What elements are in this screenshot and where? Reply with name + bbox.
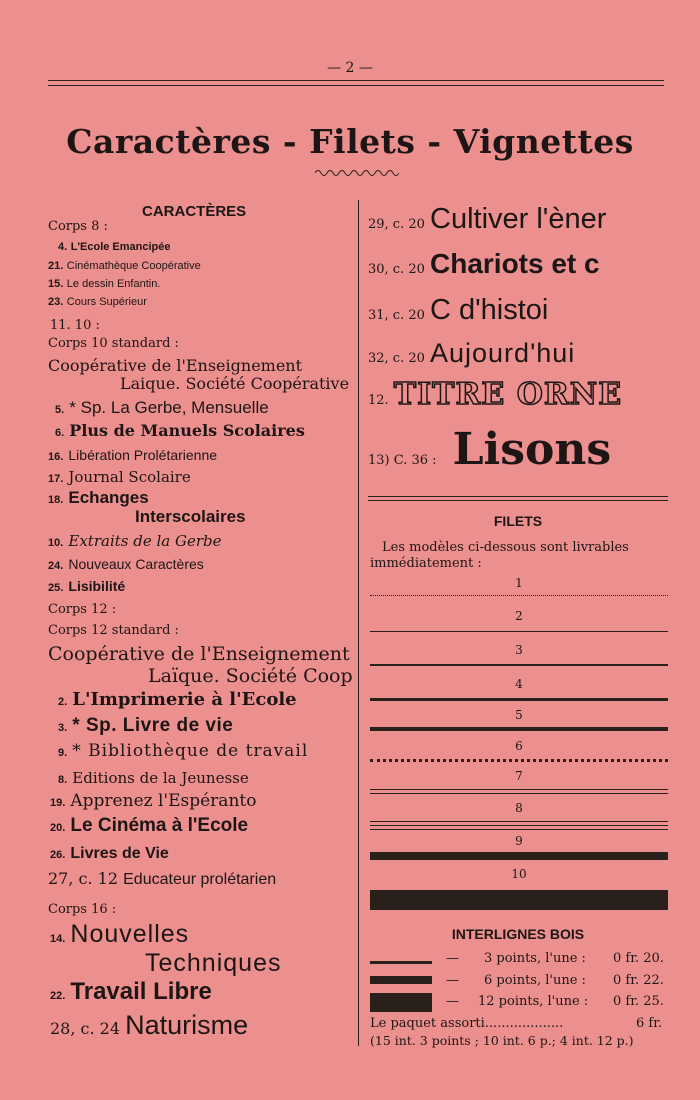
- filet-4: [370, 698, 668, 701]
- page-number: — 2 —: [327, 60, 373, 76]
- list-item-continuation: Interscolaires: [135, 507, 246, 526]
- list-item: 14. Nouvelles: [50, 920, 190, 948]
- filet-number: 10: [511, 867, 527, 881]
- list-item: 3. * Sp. Livre de vie: [58, 715, 234, 736]
- sample-row: 31, c. 20 C d'histoi: [368, 294, 549, 326]
- squiggle-ornament: [315, 168, 399, 178]
- filets-intro-1: Les modèles ci-dessous sont livrables: [382, 540, 629, 555]
- list-item: 4. L'Ecole Emancipée: [58, 241, 171, 253]
- list-item: 15. Le dessin Enfantin.: [48, 278, 161, 290]
- list-item: 18. Echanges: [48, 488, 149, 507]
- corps12-label: Corps 12 :: [48, 602, 117, 617]
- interligne-price: 0 fr. 22.: [613, 973, 664, 988]
- top-rule-2: [48, 85, 664, 86]
- corps12std-label: Corps 12 standard :: [48, 623, 179, 638]
- interligne-price: 0 fr. 25.: [613, 994, 664, 1009]
- list-item: 8. Editions de la Jeunesse: [58, 769, 249, 787]
- list-item: 19. Apprenez l'Espéranto: [50, 791, 257, 811]
- top-rule-1: [48, 80, 664, 81]
- std12-line2: Laïque. Société Coop: [148, 665, 353, 687]
- paquet-detail: (15 int. 3 points ; 10 int. 6 p.; 4 int. 12 p.): [370, 1033, 634, 1048]
- list-item: 26. Livres de Vie: [50, 845, 169, 862]
- filets-intro-2: immédiatement :: [370, 556, 482, 571]
- std10-line2: Laique. Société Coopérative: [120, 374, 350, 393]
- list-item: 24. Nouveaux Caractères: [48, 556, 204, 572]
- filet-8c: [370, 829, 668, 830]
- column-divider: [358, 200, 359, 1046]
- std12-line1: Coopérative de l'Enseignement: [48, 643, 350, 665]
- interligne-dash: —: [446, 951, 459, 966]
- filet-7b: [370, 793, 668, 794]
- sample-row: 13) C. 36 : Lisons: [368, 424, 612, 475]
- section-rule: [368, 496, 668, 497]
- filet-10: [370, 890, 668, 910]
- sample-row: 32, c. 20 Aujourd'hui: [368, 338, 576, 368]
- list-item: 9. * Bibliothèque de travail: [58, 741, 309, 761]
- list-item: 6. Plus de Manuels Scolaires: [55, 421, 305, 440]
- sample-row: 29, c. 20 Cultiver l'èner: [368, 203, 607, 235]
- filet-3: [370, 664, 668, 666]
- filet-8a: [370, 821, 668, 822]
- filet-number: 4: [515, 677, 523, 691]
- list-item: 17. Journal Scolaire: [48, 468, 191, 486]
- filet-7a: [370, 789, 668, 790]
- interligne-6pt-sample: [370, 976, 432, 984]
- sample-row: 12. TITRE ORNE: [368, 377, 623, 412]
- list-item: 25. Lisibilité: [48, 578, 126, 594]
- filet-number: 3: [515, 643, 523, 657]
- paquet-label: Le paquet assorti...................: [370, 1016, 564, 1031]
- filet-6: [370, 759, 668, 762]
- corps16-label: Corps 16 :: [48, 902, 117, 917]
- list-item: 27, c. 12 Educateur prolétarien: [48, 869, 277, 888]
- list-item: 22. Travail Libre: [50, 978, 212, 1005]
- filet-1: [370, 595, 668, 596]
- list-item: 16. Libération Prolétarienne: [48, 447, 218, 463]
- interligne-12pt-sample: [370, 993, 432, 1012]
- sample-row: 30, c. 20 Chariots et c: [368, 248, 600, 279]
- caracteres-heading: CARACTÈRES: [142, 203, 247, 220]
- filet-number: 8: [515, 801, 523, 815]
- item10-label: 11. 10 :: [50, 318, 100, 333]
- interligne-price: 0 fr. 20.: [613, 951, 664, 966]
- interligne-3pt-sample: [370, 961, 432, 964]
- list-item: 28, c. 24 Naturisme: [50, 1010, 249, 1040]
- interligne-dash: —: [446, 973, 459, 988]
- interligne-label: 12 points, l'une :: [478, 994, 589, 1009]
- filet-number: 7: [515, 769, 523, 783]
- filet-number: 9: [515, 834, 523, 848]
- interligne-label: 6 points, l'une :: [484, 973, 586, 988]
- filet-2: [370, 631, 668, 632]
- filet-number: 5: [515, 708, 523, 722]
- interligne-label: 3 points, l'une :: [484, 951, 586, 966]
- page-title: Caractères - Filets - Vignettes: [66, 122, 634, 161]
- filets-heading: FILETS: [493, 513, 543, 529]
- list-item: 10. Extraits de la Gerbe: [48, 532, 222, 550]
- list-item: 23. Cours Supérieur: [48, 296, 147, 308]
- list-item: 20. Le Cinéma à l'Ecole: [50, 815, 249, 836]
- list-item: 2. L'Imprimerie à l'Ecole: [58, 689, 297, 710]
- interligne-dash: —: [446, 994, 459, 1009]
- corps10-label: Corps 10 standard :: [48, 336, 179, 351]
- paquet-price: 6 fr.: [636, 1016, 663, 1031]
- list-item: 5. * Sp. La Gerbe, Mensuelle: [55, 398, 269, 417]
- corps8-label: Corps 8 :: [48, 219, 108, 234]
- filet-8b: [370, 825, 668, 826]
- filet-9: [370, 852, 668, 860]
- list-item-continuation: Techniques: [145, 949, 282, 977]
- section-rule: [368, 500, 668, 501]
- filet-number: 6: [515, 739, 523, 753]
- list-item: 21. Cinémathèque Coopérative: [48, 260, 201, 272]
- filet-number: 1: [515, 576, 523, 590]
- filet-number: 2: [515, 609, 523, 623]
- interlignes-heading: INTERLIGNES BOIS: [451, 926, 585, 942]
- std10-line1: Coopérative de l'Enseignement: [48, 356, 303, 375]
- filet-5: [370, 727, 668, 731]
